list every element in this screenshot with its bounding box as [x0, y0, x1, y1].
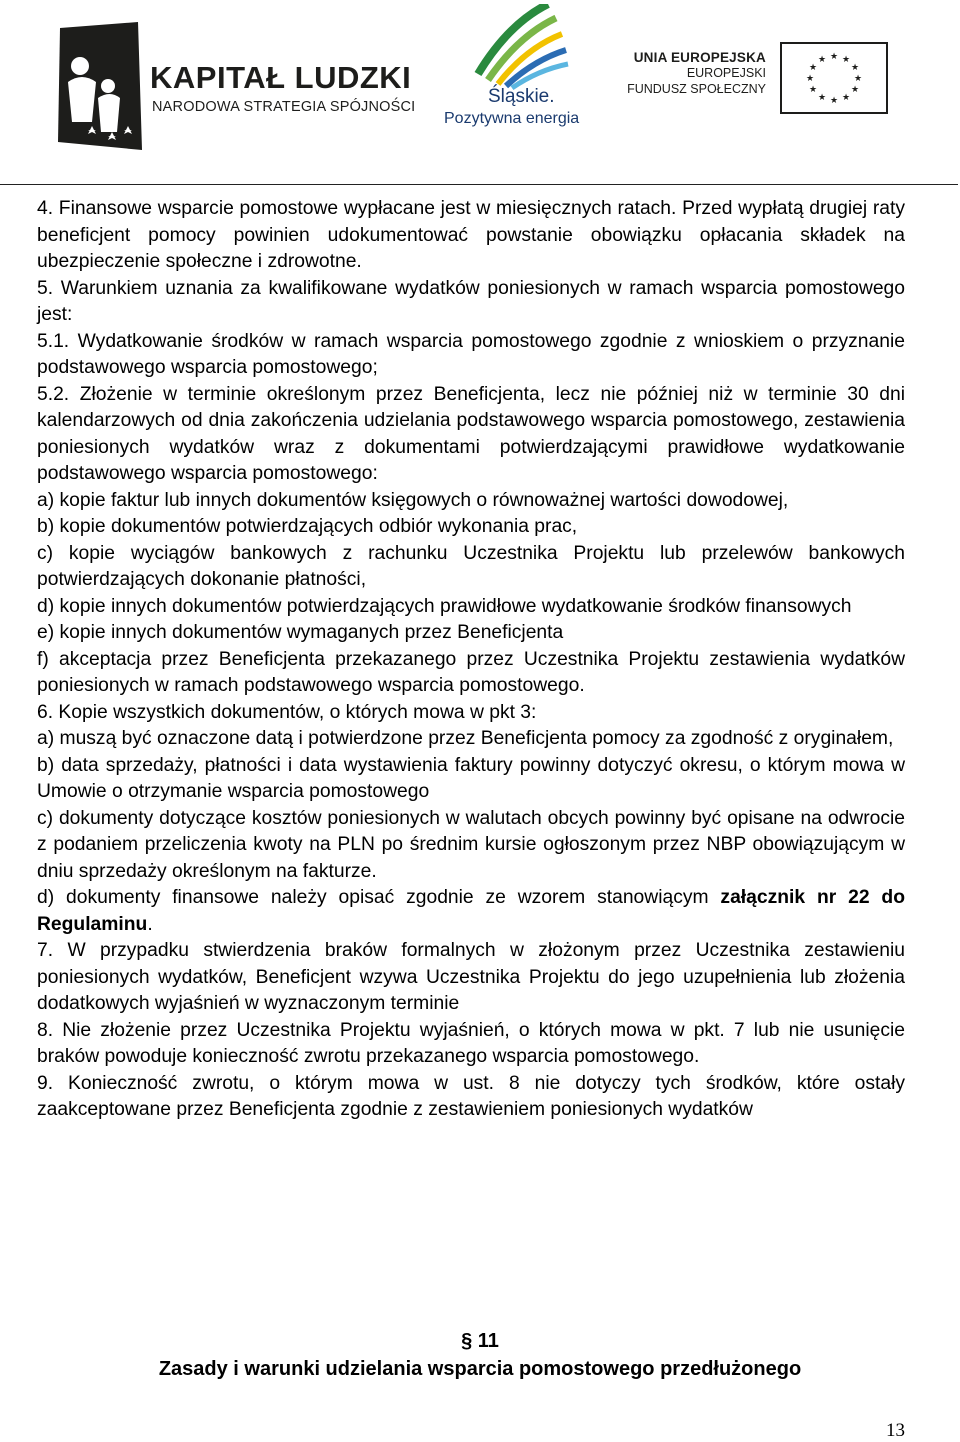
attachment-reference: załącznik nr 22 do Regulaminu	[37, 887, 905, 935]
list-item-6d-end: .	[147, 913, 153, 935]
eu-flag-icon	[780, 42, 888, 114]
list-item-e: e) kopie innych dokumentów wymaganych przez Beneficjenta	[37, 622, 564, 643]
paragraph-8: 8. Nie złożenie przez Uczestnika Projektu wyjaśnień, o których mowa w pkt. 7 lub nie usunięcie braków powoduje konieczność zwrotu przekazanego wsparcia pomostowego.	[37, 1019, 905, 1067]
svg-text:★: ★	[850, 63, 860, 73]
eu-line-3: FUNDUSZ SPOŁECZNY	[627, 82, 766, 96]
svg-text:★: ★	[805, 74, 815, 84]
kapital-ludzki-title: KAPITAŁ LUDZKI	[150, 60, 412, 95]
svg-text:★: ★	[853, 74, 863, 84]
list-item-a: a) kopie faktur lub innych dokumentów księgowych o równoważnej wartości dowodowej,	[37, 489, 789, 511]
paragraph-5-2: 5.2. Złożenie w terminie określonym przez Beneficjenta, lecz nie później niż w terminie 30 dni kalendarzowych od dnia zakończenia udzielania podstawowego wsparcia pomostowego, zestawienia poniesionych wydatków wraz z dokumentami potwierdzającymi prawidłowe wydatkowanie podstawowego wsparcia pomostowego:	[37, 383, 905, 484]
svg-text:★: ★	[817, 55, 827, 65]
svg-text:★: ★	[841, 93, 851, 103]
svg-text:★: ★	[850, 85, 860, 95]
slaskie-title: Śląskie.	[488, 86, 555, 107]
list-item-c: c) kopie wyciągów bankowych z rachunku Uczestnika Projektu lub przelewów bankowych potwierdzających dokonanie płatności,	[37, 542, 905, 590]
svg-text:★: ★	[829, 52, 839, 62]
eu-text-block	[626, 50, 766, 97]
page-number: 13	[886, 1420, 905, 1441]
list-item-6c: c) dokumenty dotyczące kosztów poniesionych w walutach obcych powinny być opisane na odwrocie z podaniem przeliczenia kwoty na PLN po średnim kursie ogłoszonym przez NBP obowiązującym w dniu sprzedaży określonym na fakturze.	[37, 807, 905, 882]
page-header	[0, 0, 960, 185]
paragraph-5-1: 5.1. Wydatkowanie środków w ramach wsparcia pomostowego zgodnie z wnioskiem o przyznanie podstawowego wsparcia pomostowego;	[37, 330, 905, 378]
slaskie-subtitle: Pozytywna energia	[444, 110, 580, 127]
section-title: Zasady i warunki udzielania wsparcia pomostowego przedłużonego	[158, 1358, 802, 1380]
kapital-ludzki-subtitle: NARODOWA STRATEGIA SPÓJNOŚCI	[152, 99, 416, 115]
list-item-b: b) kopie dokumentów potwierdzających odbiór wykonania prac,	[37, 516, 578, 537]
list-item-f: f) akceptacja przez Beneficjenta przekazanego przez Uczestnika Projektu zestawienia wydatków poniesionych w ramach podstawowego wsparcia pomostowego.	[37, 648, 905, 696]
section-number: § 11	[461, 1330, 499, 1352]
paragraph-9: 9. Konieczność zwrotu, o którym mowa w ust. 8 nie dotyczy tych środków, które ostały zaakceptowane przez Beneficjenta zgodnie z zestawieniem poniesionych wydatków	[37, 1072, 905, 1120]
eu-line-2: EUROPEJSKI	[686, 66, 766, 80]
svg-text:★: ★	[808, 63, 818, 73]
list-item-d: d) kopie innych dokumentów potwierdzających prawidłowe wydatkowanie środków finansowych	[37, 595, 852, 617]
list-item-6d-text: d) dokumenty finansowe należy opisać zgodnie ze wzorem stanowiącym	[37, 887, 721, 908]
eu-line-1: UNIA EUROPEJSKA	[633, 50, 766, 65]
paragraph-7: 7. W przypadku stwierdzenia braków formalnych w złożonym przez Uczestnika zestawieniu poniesionych wydatków, Beneficjent wzywa Uczestnika Projektu do jego uzupełnienia lub złożenia dodatkowych wyjaśnień w wyznaczonym terminie	[37, 940, 905, 1014]
header-divider	[0, 184, 958, 185]
paragraph-5: 5. Warunkiem uznania za kwalifikowane wydatków poniesionych w ramach wsparcia pomostowego jest:	[37, 277, 905, 325]
svg-text:★: ★	[808, 85, 818, 95]
list-item-6a: a) muszą być oznaczone datą i potwierdzone przez Beneficjenta pomocy za zgodność z oryginałem,	[37, 728, 894, 749]
document-body	[37, 196, 905, 1124]
svg-text:★: ★	[817, 93, 827, 103]
svg-text:★: ★	[841, 55, 851, 65]
svg-text:★: ★	[829, 96, 839, 106]
paragraph-6: 6. Kopie wszystkich dokumentów, o których mowa w pkt 3:	[37, 701, 537, 723]
paragraph-4: 4. Finansowe wsparcie pomostowe wypłacane jest w miesięcznych ratach. Przed wypłatą drugiej raty beneficjent pomocy powinien udokumentować powstanie obowiązku opłacania składek na ubezpieczenie społeczne i zdrowotne.	[37, 198, 905, 272]
list-item-6d	[37, 885, 905, 938]
list-item-6b: b) data sprzedaży, płatności i data wystawienia faktury powinny dotyczyć okresu, o którym mowa w Umowie o otrzymanie wsparcia pomostowego	[37, 754, 905, 802]
